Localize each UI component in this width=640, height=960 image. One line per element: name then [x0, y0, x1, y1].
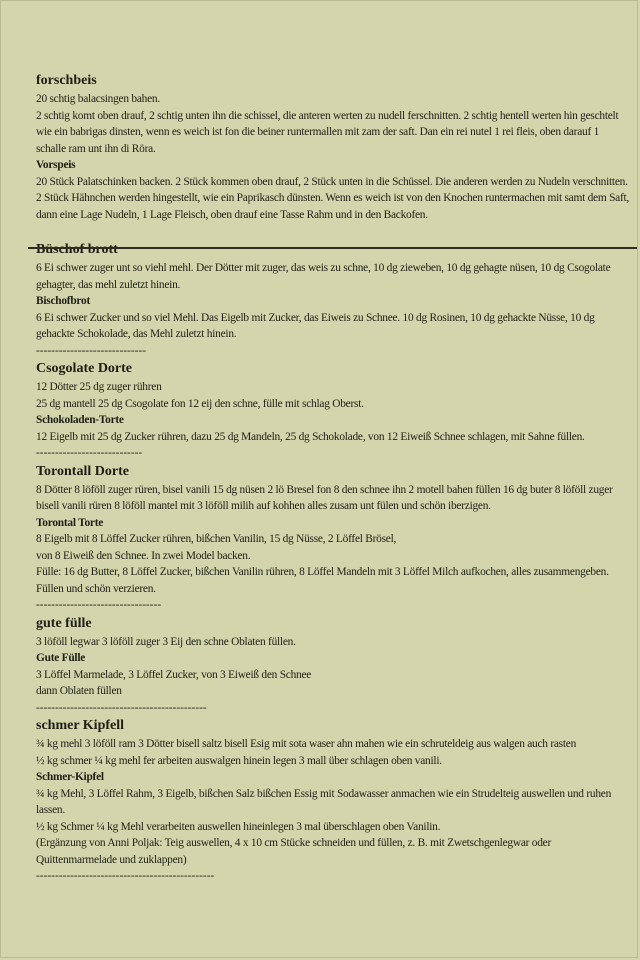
translation-paragraph: 3 Löffel Marmelade, 3 Löffel Zucker, von 3 Eiweiß den Schnee — [36, 668, 312, 681]
original-paragraph: 12 Dötter 25 dg zuger rühren — [36, 381, 162, 393]
translation-paragraph: dann Oblaten füllen — [36, 685, 122, 697]
recipe-csogolate-dorte — [36, 359, 631, 462]
recipe-title: forschbeis — [36, 73, 97, 88]
translation-paragraph: 8 Eigelb mit 8 Löffel Zucker rühren, bißchen Vanilin, 15 dg Nüsse, 2 Löffel Brösel, — [36, 533, 397, 545]
recipe-title: gute fülle — [36, 615, 92, 631]
dashed-separator: --------------------------------- — [36, 599, 162, 611]
recipe-title: Csogolate Dorte — [36, 361, 133, 376]
translation-title: Schokoladen-Torte — [36, 414, 124, 426]
recipe-bischofbrot — [36, 240, 631, 359]
original-paragraph: 6 Ei schwer zuger unt so viehl mehl. Der Dötter mit zuger, das weis zu schne, 10 dg zieweben, 10 dg gehagte nüsen, 10 dg Csogolate gehagter, das mehl zuletzt hinein. — [36, 262, 611, 291]
original-paragraph: 2 schtig komt oben drauf, 2 schtig unten ihn die schissel, die anteren werten zu nudell ferschnitten. 2 schtig hentell werten hin geschtelt wie ein babrigas dinsten, wenn es weich ist fon die beiner runtermallen mit zam der saft. Dan ein rei nutel 1 rei fleis, oben darauf 1 schalle ram unt ihn di Röra. — [36, 109, 619, 155]
original-paragraph: ½ kg schmer ¼ kg mehl fer arbeiten auswalgen hinein legen 3 mall über schlagen oben vanili. — [36, 754, 442, 767]
recipe-torontall-dorte — [36, 462, 631, 614]
translation-paragraph: 2 Stück Hähnchen werden hingestellt, wie ein Paprikasch dünsten. Wenn es weich ist von den Knochen runtermachen mit samt dem Saft, dann eine Lage Nudeln, 1 Lage Fleisch, oben drauf eine Tasse Rahm und in den Backofen. — [36, 192, 630, 221]
original-paragraph: ¾ kg mehl 3 löföll ram 3 Dötter bisell saltz bisell Esig mit sota waser ahn mahen wie ein schruteldeig aus walgen auch rasten — [36, 738, 577, 750]
translation-title: Bischofbrot — [36, 295, 90, 307]
recipe-title: Torontall Dorte — [36, 463, 129, 479]
recipe-title: Büschof brott — [36, 242, 118, 257]
translation-title: Gute Fülle — [36, 652, 86, 664]
recipe-gute-fuelle — [36, 614, 631, 717]
translation-paragraph: von 8 Eiweiß den Schnee. In zwei Model backen. — [36, 549, 251, 562]
original-paragraph: 20 schtig balacsingen bahen. — [36, 93, 160, 105]
dashed-separator: ---------------------------- — [36, 447, 143, 459]
dashed-separator: --------------------------------------------- — [36, 701, 207, 714]
translation-paragraph: (Ergänzung von Anni Poljak: Teig auswellen, 4 x 10 cm Stücke schneiden und füllen, z. B. mit Zwetschgenlegwar oder Quittenmarmelade und zuklappen) — [36, 837, 552, 866]
recipe-content — [36, 71, 631, 885]
original-paragraph: 25 dg mantell 25 dg Csogolate fon 12 eij den schne, fülle mit schlag Oberst. — [36, 397, 364, 410]
translation-paragraph: Fülle: 16 dg Butter, 8 Löffel Zucker, bißchen Vanilin rühren, 8 Löffel Mandeln mit 3 Löffel Milch aufkochen, alles zusammengeben. Füllen und schön verzieren. — [36, 566, 609, 595]
dashed-separator: ----------------------------- — [36, 344, 147, 357]
translation-paragraph: ½ kg Schmer ¼ kg Mehl verarbeiten auswellen hineinlegen 3 mal überschlagen oben Vanilin. — [36, 820, 441, 833]
original-paragraph: 3 löföll legwar 3 löföll zuger 3 Eij den schne Oblaten füllen. — [36, 635, 296, 648]
translation-title: Schmer-Kipfel — [36, 771, 104, 783]
translation-paragraph: 12 Eigelb mit 25 dg Zucker rühren, dazu 25 dg Mandeln, 25 dg Schokolade, von 12 Eiweiß Schnee schlagen, mit Sahne füllen. — [36, 430, 585, 443]
translation-title: Vorspeis — [36, 159, 76, 171]
recipe-forschbeis — [36, 71, 631, 223]
translation-title: Torontal Torte — [36, 516, 104, 529]
dashed-separator: ----------------------------------------------- — [36, 870, 215, 882]
recipe-schmer-kipfel — [36, 716, 631, 885]
spacer — [36, 223, 631, 240]
translation-paragraph: ¾ kg Mehl, 3 Löffel Rahm, 3 Eigelb, bißchen Salz bißchen Essig mit Sodawasser anmachen wie ein Strudelteig auswellen und ruhen lassen. — [36, 787, 612, 816]
recipe-title: schmer Kipfell — [36, 718, 125, 733]
original-paragraph: 8 Dötter 8 löföll zuger rüren, bisel vanili 15 dg nüsen 2 lö Bresel fon 8 den schnee ihn 2 motell bahen füllen 16 dg buter 8 löföll zuger bisell vanili rüren 8 löföll mantel mit 3 löföll milih auf kohhen alles zusam unt fülen und schön iberzigen. — [36, 483, 613, 512]
horizontal-rule — [28, 247, 637, 249]
translation-paragraph: 6 Ei schwer Zucker und so viel Mehl. Das Eigelb mit Zucker, das Eiweis zu Schnee. 10 dg Rosinen, 10 dg gehackte Nüsse, 10 dg gehackte Schokolade, das Mehl zuletzt hinein. — [36, 311, 595, 340]
translation-paragraph: 20 Stück Palatschinken backen. 2 Stück kommen oben drauf, 2 Stück unten in die Schüssel. Die anderen werden zu Nudeln verschnitten. — [36, 175, 628, 188]
